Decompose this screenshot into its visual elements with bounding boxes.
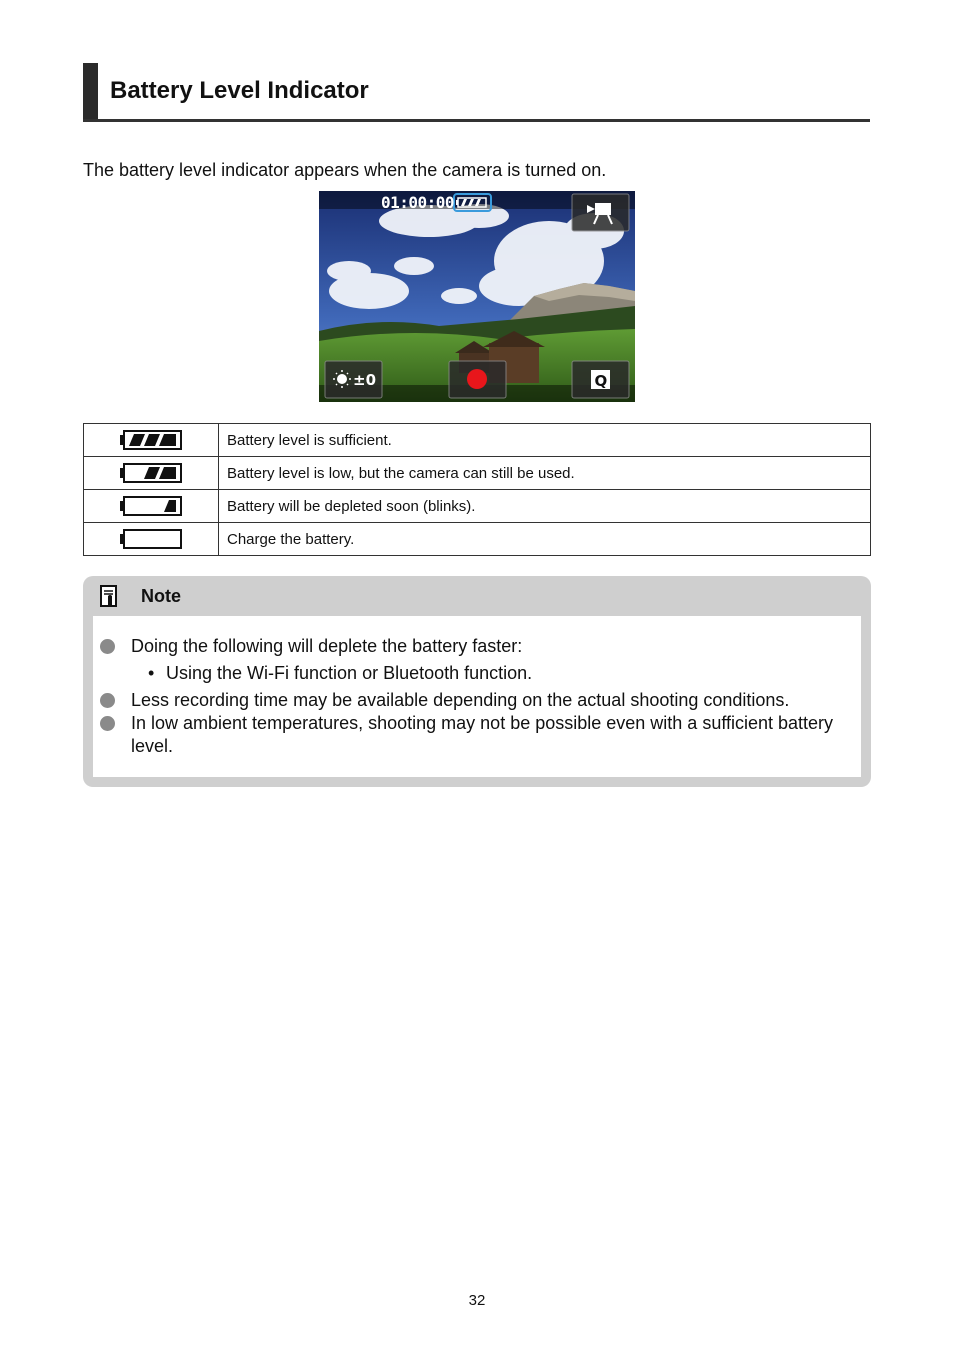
quick-menu-icon[interactable]: [572, 361, 629, 398]
note-title: Note: [141, 586, 181, 606]
table-row: [84, 523, 871, 556]
section-heading: [83, 63, 870, 122]
movie-mode-icon[interactable]: [572, 194, 629, 231]
camera-screen-image: [319, 191, 635, 402]
battery-very-low-icon: [120, 496, 182, 516]
bullet-icon: [100, 693, 115, 708]
note-box: [83, 576, 871, 787]
page-number: 32: [468, 1292, 486, 1309]
exposure-comp-value: ±0: [353, 371, 377, 389]
battery-low-icon: [120, 463, 182, 483]
table-row: [84, 424, 871, 457]
quick-menu-label: Q: [594, 372, 608, 390]
timecode: 01:00:00: [381, 193, 455, 212]
page-title: Battery Level Indicator: [110, 77, 369, 104]
battery-description: Battery level is low, but the camera can still be used.: [219, 457, 871, 490]
bullet-icon: [100, 639, 115, 654]
note-body: [93, 616, 861, 777]
battery-description: Battery will be depleted soon (blinks).: [219, 490, 871, 523]
note-item-text: Less recording time may be available depending on the actual shooting conditions.: [131, 690, 790, 710]
exposure-comp-icon[interactable]: [325, 361, 382, 398]
record-button-icon[interactable]: [449, 361, 506, 398]
sub-bullet: •: [148, 663, 155, 683]
note-sub-item-text: Using the Wi-Fi function or Bluetooth function.: [166, 663, 533, 683]
table-row: [84, 490, 871, 523]
table-row: [84, 457, 871, 490]
note-icon: [100, 585, 118, 607]
note-item-text: Doing the following will deplete the battery faster:: [131, 636, 523, 656]
note-header: [83, 576, 871, 616]
battery-empty-icon: [120, 529, 182, 549]
battery-description: Charge the battery.: [219, 523, 871, 556]
battery-description: Battery level is sufficient.: [219, 424, 871, 457]
battery-full-icon: [120, 430, 182, 450]
heading-accent-bar: [83, 63, 98, 119]
bullet-icon: [100, 716, 115, 731]
battery-level-table: [83, 423, 871, 556]
note-item-text: In low ambient temperatures, shooting may not be possible even with a sufficient battery level.: [131, 713, 834, 756]
intro-text: The battery level indicator appears when the camera is turned on.: [83, 160, 607, 180]
